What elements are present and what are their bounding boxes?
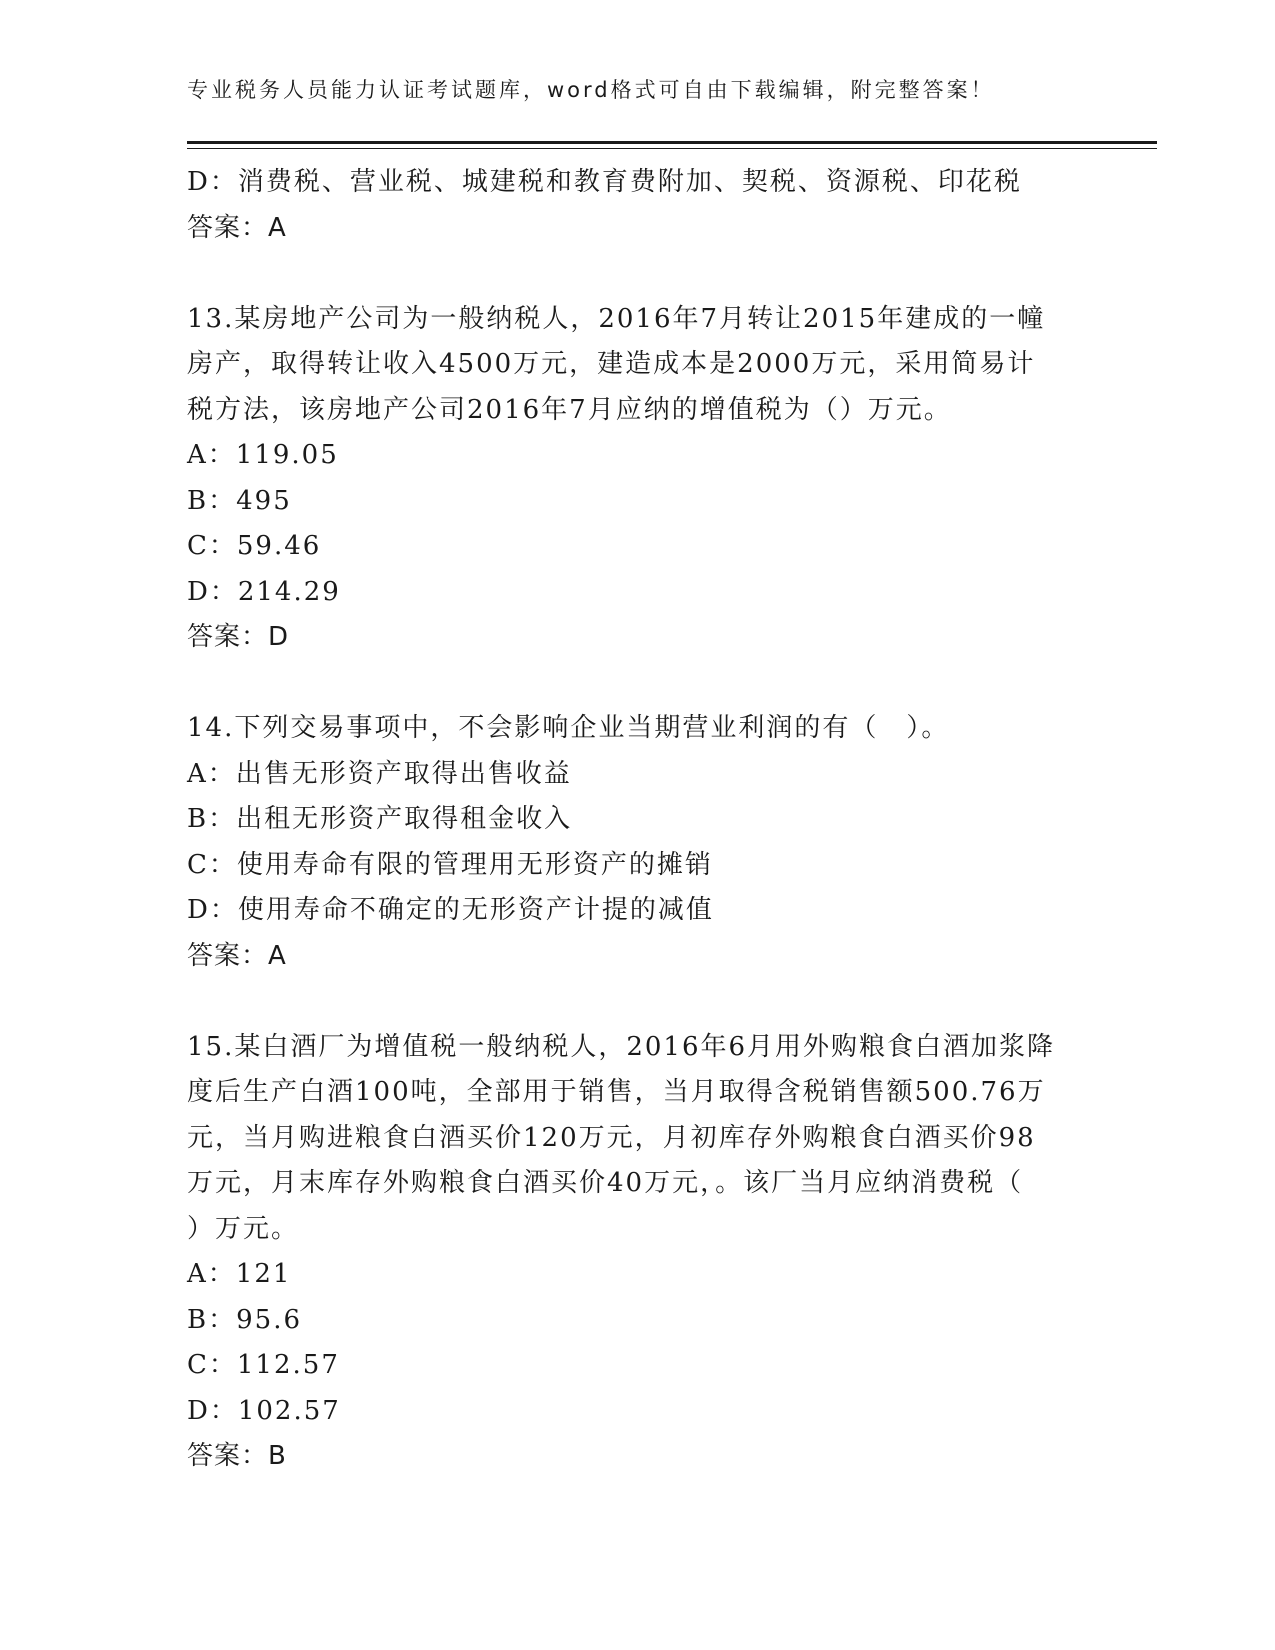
option-b: B：495 (187, 485, 292, 516)
option-a: A：121 (187, 1259, 292, 1289)
answer: 答案：A (187, 212, 287, 243)
question-text-line: 元，当月购进粮食白酒买价120万元，月初库存外购粮食白酒买价98 (187, 1122, 1036, 1153)
question-text-line: 税方法，该房地产公司2016年7月应纳的增值税为（）万元。 (187, 394, 952, 425)
answer: 答案：A (187, 940, 287, 971)
question-text-line: 万元，月末库存外购粮食白酒买价40万元，。该厂当月应纳消费税（ (187, 1168, 1024, 1198)
spacer (187, 979, 1087, 1025)
question-text-line: ）万元。 (187, 1213, 300, 1244)
question-text-line: 13.某房地产公司为一般纳税人，2016年7月转让2015年建成的一幢 (187, 303, 1046, 334)
option-d: D：214.29 (187, 576, 341, 607)
question-text-line: 15.某白酒厂为增值税一般纳税人，2016年6月用外购粮食白酒加浆降 (187, 1031, 1056, 1062)
question-text-line: 度后生产白酒100吨，全部用于销售，当月取得含税销售额500.76万 (187, 1077, 1046, 1107)
option-d: D：使用寿命不确定的无形资产计提的减值 (187, 895, 714, 925)
question-14 (187, 706, 1087, 979)
option-a: A：119.05 (187, 440, 339, 470)
question-12-tail (187, 160, 1087, 251)
question-text-line: 房产，取得转让收入4500万元，建造成本是2000万元，采用简易计 (187, 349, 1036, 379)
spacer (187, 661, 1087, 707)
option-c: C：59.46 (187, 531, 322, 561)
question-15 (187, 1025, 1087, 1480)
question-list (187, 160, 1087, 1480)
page-header: 专业税务人员能力认证考试题库，word格式可自由下载编辑，附完整答案！ (187, 78, 995, 102)
header-rule-thin (187, 148, 1157, 149)
option-b: B：出租无形资产取得租金收入 (187, 804, 573, 834)
option-a: A：出售无形资产取得出售收益 (187, 758, 572, 789)
option-c: C：112.57 (187, 1350, 340, 1380)
option-d: D：消费税、营业税、城建税和教育费附加、契税、资源税、印花税 (187, 167, 1022, 197)
question-text-line: 14.下列交易事项中，不会影响企业当期营业利润的有（ ）。 (187, 713, 950, 743)
header-rule-thick (187, 141, 1157, 144)
option-c: C：使用寿命有限的管理用无形资产的摊销 (187, 849, 713, 880)
option-b: B：95.6 (187, 1304, 302, 1335)
answer: 答案：B (187, 1441, 287, 1471)
answer: 答案：D (187, 622, 290, 652)
spacer (187, 251, 1087, 297)
question-13 (187, 297, 1087, 661)
option-d: D：102.57 (187, 1395, 341, 1426)
